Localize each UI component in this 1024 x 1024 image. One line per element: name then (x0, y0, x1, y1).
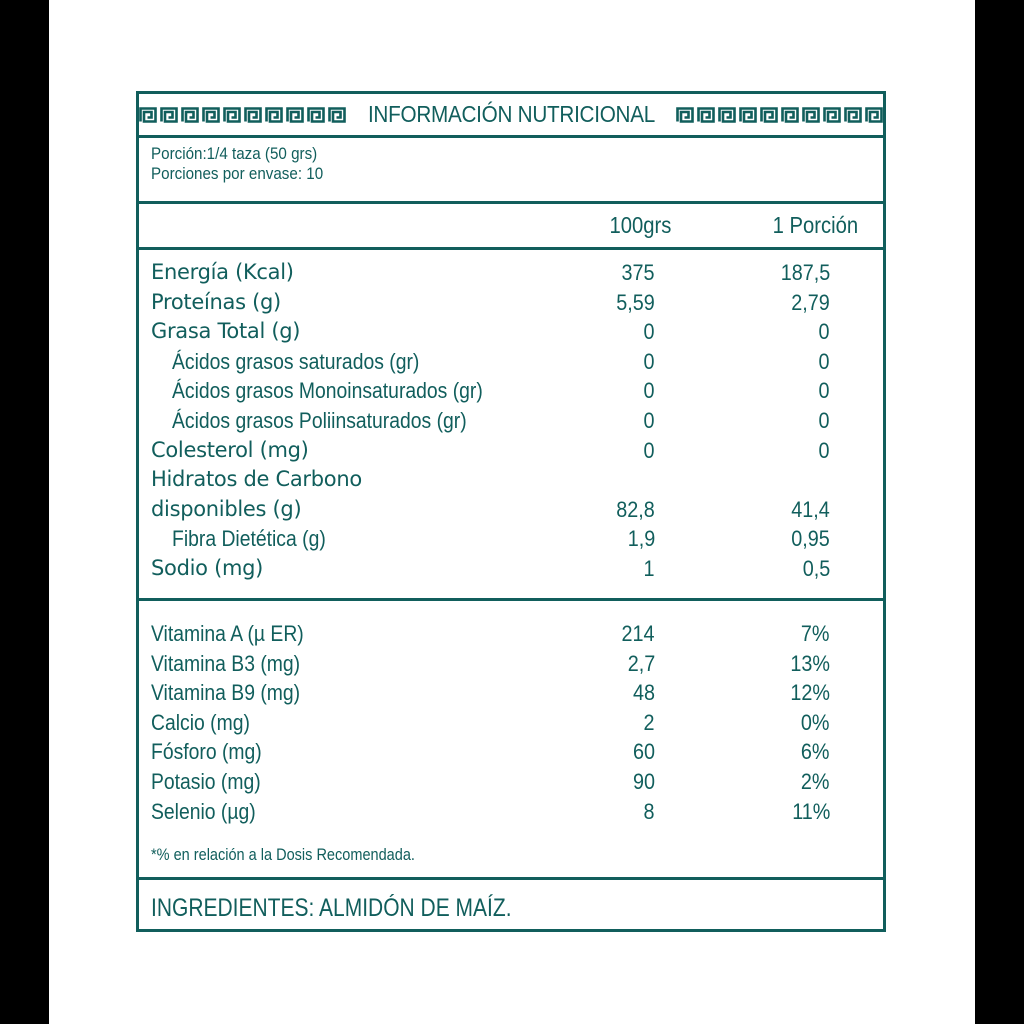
greek-key-fret-icon (139, 107, 346, 123)
table-row (139, 378, 883, 408)
nutrition-facts-label (136, 91, 886, 932)
value-per-portion: 11% (791, 798, 830, 824)
nutrient-name: Selenio (µg) (151, 798, 256, 824)
value-per-100g: 60 (632, 739, 655, 765)
value-per-portion: 0 (818, 437, 830, 463)
nutrient-name: Fósforo (mg) (151, 739, 262, 765)
value-per-100g: 0 (643, 408, 655, 433)
servings-per-container: Porciones por envase: 10 (151, 165, 324, 183)
nutrient-name: Vitamina B3 (mg) (151, 650, 301, 676)
portion-info (151, 144, 323, 184)
value-per-100g: 1,9 (627, 526, 655, 552)
value-per-100g: 375 (621, 260, 655, 285)
nutrient-name: Sodio (mg) (151, 556, 264, 580)
divider (139, 135, 883, 138)
value-per-portion: 0 (818, 319, 830, 345)
nutrient-name: disponibles (g) (151, 496, 302, 521)
nutrient-name: Proteínas (g) (151, 289, 281, 314)
value-per-100g: 2 (643, 709, 655, 735)
table-row (139, 497, 883, 527)
table-row (139, 467, 883, 497)
ingredients: INGREDIENTES: ALMIDÓN DE MAÍZ. (151, 894, 512, 922)
serving-size: Porción:1/4 taza (50 grs) (151, 145, 318, 163)
footnote: *% en relación a la Dosis Recomendada. (151, 846, 415, 864)
label-title: INFORMACIÓN NUTRICIONAL (367, 101, 655, 127)
value-per-100g: 0 (643, 348, 655, 374)
value-per-portion: 0 (818, 378, 830, 404)
divider (139, 598, 883, 601)
value-per-100g: 0 (643, 319, 655, 345)
nutrient-name: Vitamina A (µ ER) (151, 621, 304, 646)
greek-key-fret-icon (676, 107, 883, 123)
table-row (139, 710, 883, 740)
value-per-100g: 0 (643, 437, 655, 463)
nutrient-name: Colesterol (mg) (151, 437, 309, 462)
table-row (139, 290, 883, 320)
value-per-100g: 214 (621, 621, 655, 646)
value-per-100g: 48 (632, 680, 655, 706)
column-header-per-portion: 1 Porción (772, 212, 858, 238)
table-row (139, 651, 883, 681)
nutrient-name: Grasa Total (g) (151, 319, 301, 344)
nutrient-name: Fibra Dietética (g) (172, 526, 326, 552)
value-per-100g: 82,8 (616, 496, 655, 522)
value-per-portion: 0% (801, 709, 830, 735)
divider (139, 201, 883, 204)
table-row (139, 556, 883, 586)
table-row (139, 526, 883, 556)
nutrient-name: Ácidos grasos Poliinsaturados (gr) (172, 408, 467, 433)
value-per-100g: 5,59 (616, 289, 655, 315)
value-per-portion: 0 (818, 408, 830, 433)
table-row (139, 408, 883, 438)
value-per-portion: 2% (801, 769, 830, 794)
value-per-portion: 7% (801, 621, 830, 646)
value-per-portion: 41,4 (791, 496, 830, 522)
table-row (139, 260, 883, 290)
table-row (139, 438, 883, 468)
value-per-portion: 0 (818, 348, 830, 374)
value-per-100g: 90 (632, 769, 655, 794)
value-per-100g: 2,7 (627, 650, 655, 676)
table-row (139, 739, 883, 769)
nutrient-name: Energía (Kcal) (151, 260, 294, 284)
table-row (139, 621, 883, 651)
nutrient-name: Ácidos grasos saturados (gr) (172, 348, 420, 374)
table-row (139, 799, 883, 829)
nutrient-name: Calcio (mg) (151, 709, 250, 735)
table-row (139, 680, 883, 710)
table-row (139, 319, 883, 349)
value-per-portion: 2,79 (791, 289, 830, 315)
value-per-100g: 8 (643, 798, 655, 824)
nutrient-name: Ácidos grasos Monoinsaturados (gr) (172, 378, 483, 404)
table-row (139, 769, 883, 799)
value-per-portion: 0,95 (791, 526, 830, 552)
nutrient-name: Hidratos de Carbono (151, 467, 362, 492)
value-per-portion: 13% (790, 650, 830, 676)
value-per-100g: 0 (643, 378, 655, 404)
nutrient-name: Vitamina B9 (mg) (151, 680, 301, 706)
divider (139, 877, 883, 880)
nutrient-name: Potasio (mg) (151, 769, 261, 794)
table-row (139, 349, 883, 379)
value-per-100g: 1 (643, 556, 655, 581)
value-per-portion: 12% (790, 680, 830, 706)
value-per-portion: 0,5 (802, 556, 830, 581)
divider (139, 247, 883, 250)
label-header (139, 94, 883, 135)
column-header-per-100g: 100grs (609, 212, 671, 238)
value-per-portion: 187,5 (780, 260, 830, 285)
value-per-portion: 6% (801, 739, 830, 765)
